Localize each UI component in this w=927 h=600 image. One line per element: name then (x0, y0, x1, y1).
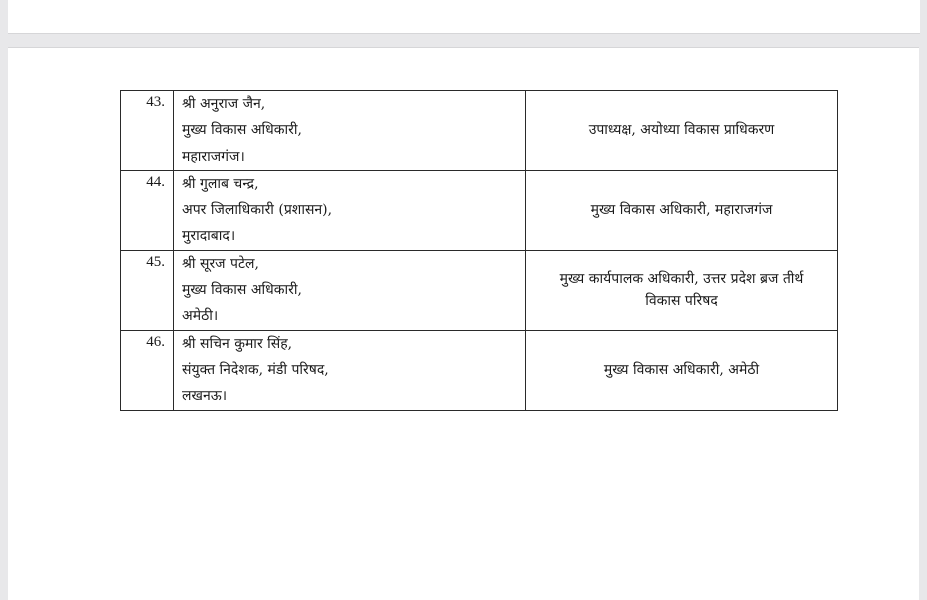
officer-name: श्री सूरज पटेल, (182, 255, 259, 272)
serial-number-cell (121, 250, 174, 330)
current-place: महाराजगंज। (182, 148, 245, 165)
officer-name: श्री सचिन कुमार सिंह, (182, 335, 293, 352)
new-posting-cell (526, 330, 838, 410)
current-place: लखनऊ। (182, 388, 228, 405)
document-page (8, 47, 919, 600)
officer-details-cell (174, 170, 526, 250)
table-row (121, 250, 838, 330)
new-post-line-1: मुख्य कार्यपालक अधिकारी, उत्तर प्रदेश ब्रज तीर्थ (559, 271, 804, 288)
current-post: अपर जिलाधिकारी (प्रशासन), (182, 202, 333, 219)
current-post: मुख्य विकास अधिकारी, (182, 122, 302, 139)
serial-number: 46. (146, 333, 165, 350)
serial-number: 44. (146, 173, 165, 190)
current-post: संयुक्त निदेशक, मंडी परिषद, (182, 361, 329, 378)
serial-number-cell (121, 170, 174, 250)
new-post-line-2: विकास परिषद (645, 293, 718, 310)
officer-name: श्री अनुराज जैन, (182, 96, 266, 112)
current-post: मुख्य विकास अधिकारी, (182, 282, 302, 299)
serial-number-cell (121, 330, 174, 410)
current-place: मुरादाबाद। (182, 228, 236, 245)
table-row (121, 170, 838, 250)
transfer-posting-table (120, 90, 838, 411)
officer-details-cell (174, 250, 526, 330)
table-row (121, 330, 838, 410)
new-post-line-1: मुख्य विकास अधिकारी, अमेठी (603, 362, 760, 379)
current-place: अमेठी। (182, 308, 219, 325)
new-post-line-1: मुख्य विकास अधिकारी, महाराजगंज (590, 202, 773, 219)
table-row (121, 91, 838, 171)
new-posting-cell (526, 250, 838, 330)
serial-number-cell (121, 91, 174, 171)
new-posting-cell (526, 170, 838, 250)
new-post-line-1: उपाध्यक्ष, अयोध्या विकास प्राधिकरण (588, 122, 775, 139)
officer-details-cell (174, 330, 526, 410)
serial-number: 43. (146, 94, 165, 110)
officer-details-cell (174, 91, 526, 171)
serial-number: 45. (146, 253, 165, 270)
new-posting-cell (526, 91, 838, 171)
previous-page-sheet (8, 0, 920, 34)
officer-name: श्री गुलाब चन्द्र, (182, 175, 259, 192)
